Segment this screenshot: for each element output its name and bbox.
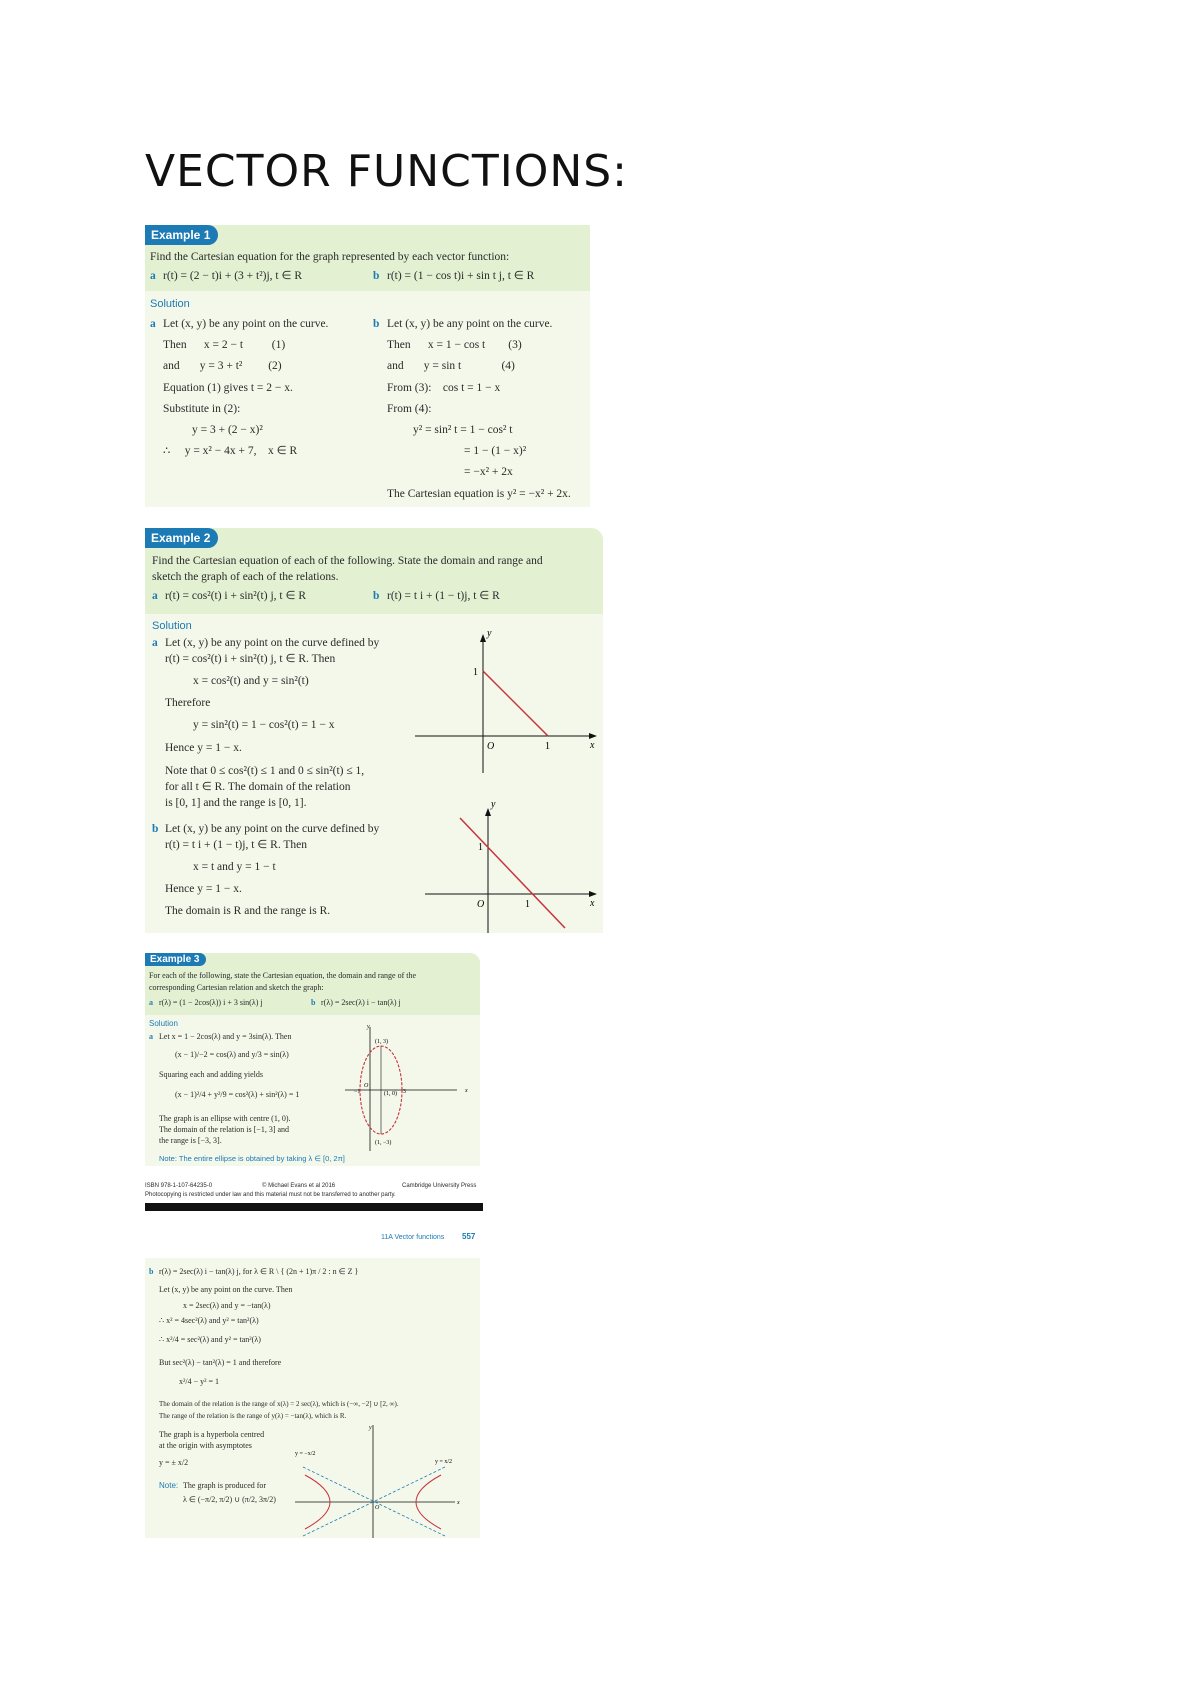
graph-a-y-label: y	[487, 628, 492, 639]
example-1-b-line-3: and y = sin t (4)	[387, 360, 515, 372]
example-3b-line-2: Let (x, y) be any point on the curve. Then	[159, 1285, 293, 1294]
example-3b-line-5: ∴ x²/4 = sec²(λ) and y² = tan²(λ)	[159, 1335, 261, 1344]
example-2-part-b-label: b	[373, 590, 380, 602]
graph-a-y-arrow	[480, 634, 486, 642]
graph-a-x-tick: 1	[545, 741, 550, 752]
example-1-sol-b-label: b	[373, 318, 380, 330]
example-2-a-line-4: Therefore	[165, 697, 211, 709]
example-1-a-line-5: Substitute in (2):	[163, 403, 241, 415]
example-1-b-line-4: From (3): cos t = 1 − x	[387, 382, 501, 394]
footer-copyright: © Michael Evans et al 2016	[262, 1183, 336, 1189]
example-1-b-line-1: Let (x, y) be any point on the curve.	[387, 318, 553, 330]
example-3-a-line-1: Let x = 1 − 2cos(λ) and y = 3sin(λ). Then	[159, 1032, 292, 1041]
footer-isbn: ISBN 978-1-107-64235-0	[145, 1183, 213, 1189]
example-2-b-line-4: Hence y = 1 − x.	[165, 883, 242, 895]
example-3-a-line-6: The domain of the relation is [−1, 3] and	[159, 1125, 290, 1134]
example-2-graph-b	[425, 798, 600, 933]
example-3-tag: Example 3	[145, 953, 206, 966]
example-2-a-line-9: is [0, 1] and the range is [0, 1].	[165, 797, 307, 809]
example-1-a-line-4: Equation (1) gives t = 2 − x.	[163, 382, 293, 394]
example-3-question-line-2: corresponding Cartesian relation and sketch the graph:	[149, 983, 324, 992]
example-3b-panel	[145, 1258, 480, 1538]
example-2-b-line-2: r(t) = t i + (1 − t)j, t ∈ R. Then	[165, 839, 308, 851]
example-1-solution-label: Solution	[150, 298, 190, 310]
hyperbola-asymptote-1	[303, 1467, 445, 1536]
example-3-part-a: r(λ) = (1 − 2cos(λ)) i + 3 sin(λ) j	[159, 998, 263, 1007]
example-1-a-line-2: Then x = 2 − t (1)	[163, 339, 286, 351]
example-2-part-a: r(t) = cos²(t) i + sin²(t) j, t ∈ R	[165, 590, 307, 602]
example-3b-line-3: x = 2sec(λ) and y = −tan(λ)	[183, 1301, 271, 1310]
example-2-a-line-2: r(t) = cos²(t) i + sin²(t) j, t ∈ R. Then	[165, 653, 336, 665]
example-3-a-line-4: (x − 1)²/4 + y²/9 = cos²(λ) + sin²(λ) = 1	[175, 1090, 300, 1099]
example-3-panel	[145, 953, 480, 1166]
hyperbola-graph	[295, 1423, 480, 1538]
example-3-sol-a-label: a	[149, 1032, 153, 1041]
graph-a-y-tick: 1	[473, 667, 478, 678]
example-1-part-a: r(t) = (2 − t)i + (3 + t²)j, t ∈ R	[163, 270, 303, 282]
hyperbola-x-label: x	[457, 1500, 460, 1506]
graph-b-y-label: y	[491, 799, 496, 810]
example-3b-line-4: ∴ x² = 4sec²(λ) and y² = tan²(λ)	[159, 1316, 259, 1325]
graph-b-x-label: x	[590, 898, 595, 909]
graph-a-line	[483, 671, 548, 736]
graph-b-y-tick: 1	[478, 842, 483, 853]
example-3b-line-10: The graph is a hyperbola centred	[159, 1430, 265, 1439]
ellipse-left-tick: −1	[354, 1089, 361, 1095]
ellipse-y-label: y	[367, 1024, 370, 1030]
example-3b-line-9: The range of the relation is the range of y(λ) = −tan(λ), which is R.	[159, 1412, 347, 1420]
example-2-panel	[145, 528, 603, 933]
example-2-b-line-3: x = t and y = 1 − t	[193, 861, 276, 873]
example-2-a-line-3: x = cos²(t) and y = sin²(t)	[193, 675, 309, 687]
example-1-part-b-label: b	[373, 270, 380, 282]
example-1-a-line-3: and y = 3 + t² (2)	[163, 360, 282, 372]
example-1-panel	[145, 225, 590, 507]
hyperbola-origin: O	[375, 1505, 380, 1511]
document-title: VECTOR FUNCTIONS:	[145, 146, 628, 197]
example-1-b-line-6: y² = sin² t = 1 − cos² t	[413, 424, 513, 436]
example-1-b-line-7: = 1 − (1 − x)²	[464, 445, 527, 457]
ellipse-centre: (1, 0)	[384, 1091, 397, 1097]
example-2-graph-a	[415, 628, 600, 778]
example-3b-line-7: x²/4 − y² = 1	[179, 1377, 220, 1386]
ellipse-top-point: (1, 3)	[375, 1039, 388, 1045]
graph-b-x-arrow	[589, 891, 597, 897]
example-3b-note: The graph is produced for	[183, 1481, 267, 1490]
example-1-b-line-9: The Cartesian equation is y² = −x² + 2x.	[387, 488, 571, 500]
example-2-question-line-1: Find the Cartesian equation of each of the following. State the domain and range and	[152, 555, 543, 567]
example-1-a-line-1: Let (x, y) be any point on the curve.	[163, 318, 329, 330]
example-2-part-a-label: a	[152, 590, 158, 602]
example-3-a-line-7: the range is [−3, 3].	[159, 1136, 222, 1145]
hyperbola-y-label: y	[369, 1425, 372, 1431]
example-1-b-line-5: From (4):	[387, 403, 432, 415]
example-1-a-line-7: ∴ y = x² − 4x + 7, x ∈ R	[163, 445, 298, 457]
example-1-sol-a-label: a	[150, 318, 156, 330]
ellipse-origin: O	[364, 1083, 369, 1089]
example-1-b-line-8: = −x² + 2x	[464, 466, 513, 478]
ellipse-right-tick: 3	[403, 1089, 406, 1095]
example-3-ellipse-graph	[345, 1023, 475, 1153]
example-2-solution-label: Solution	[152, 620, 192, 632]
next-page-section: 11A Vector functions	[381, 1234, 445, 1241]
graph-b-origin: O	[477, 899, 485, 910]
example-3b-note-2: λ ∈ (−π/2, π/2) ∪ (π/2, 3π/2)	[183, 1495, 276, 1504]
page-divider-bar	[145, 1203, 483, 1211]
hyperbola-asymptote-2	[303, 1467, 445, 1536]
example-1-tag: Example 1	[145, 225, 218, 245]
example-3-part-a-label: a	[149, 998, 153, 1007]
hyperbola-left-asym-label: y = −x/2	[295, 1451, 316, 1457]
example-3-part-b-label: b	[311, 998, 316, 1007]
graph-b-line	[460, 818, 565, 928]
example-1-b-line-2: Then x = 1 − cos t (3)	[387, 339, 522, 351]
example-3b-line-6: But sec²(λ) − tan²(λ) = 1 and therefore	[159, 1358, 282, 1367]
example-2-question-line-2: sketch the graph of each of the relations.	[152, 571, 339, 583]
example-2-a-line-8: for all t ∈ R. The domain of the relation	[165, 781, 351, 793]
example-1-part-b: r(t) = (1 − cos t)i + sin t j, t ∈ R	[387, 270, 535, 282]
example-3-part-b: r(λ) = 2sec(λ) i − tan(λ) j	[321, 998, 401, 1007]
example-3b-line-11: at the origin with asymptotes	[159, 1441, 252, 1450]
example-3-note: Note: The entire ellipse is obtained by taking λ ∈ [0, 2π]	[159, 1154, 345, 1163]
example-2-b-line-5: The domain is R and the range is R.	[165, 905, 331, 917]
graph-a-origin: O	[487, 741, 495, 752]
example-1-question: Find the Cartesian equation for the graph represented by each vector function:	[150, 251, 510, 263]
example-2-sol-b-label: b	[152, 823, 159, 835]
example-2-b-line-1: Let (x, y) be any point on the curve defined by	[165, 823, 380, 835]
example-1-a-line-6: y = 3 + (2 − x)²	[192, 424, 263, 436]
footer-restriction: Photocopying is restricted under law and this material must not be transferred to another party.	[145, 1192, 396, 1198]
example-2-a-line-1: Let (x, y) be any point on the curve defined by	[165, 637, 380, 649]
example-2-a-line-5: y = sin²(t) = 1 − cos²(t) = 1 − x	[193, 719, 335, 731]
example-2-sol-a-label: a	[152, 637, 158, 649]
example-3b-part-label: b	[149, 1267, 154, 1276]
example-2-a-line-7: Note that 0 ≤ cos²(t) ≤ 1 and 0 ≤ sin²(t) ≤ 1,	[165, 765, 365, 777]
ellipse-x-label: x	[465, 1088, 468, 1094]
example-3-solution-label: Solution	[149, 1019, 178, 1028]
example-2-a-line-6: Hence y = 1 − x.	[165, 742, 242, 754]
next-page-number: 557	[462, 1232, 476, 1241]
graph-b-x-tick: 1	[525, 899, 530, 910]
example-3b-line-1: r(λ) = 2sec(λ) i − tan(λ) j, for λ ∈ R \ { (2n + 1)π / 2 : n ∈ Z }	[159, 1267, 359, 1276]
example-3-a-line-2: (x − 1)/−2 = cos(λ) and y/3 = sin(λ)	[175, 1050, 289, 1059]
example-1-part-a-label: a	[150, 270, 156, 282]
example-3b-note-label: Note:	[159, 1481, 179, 1490]
hyperbola-right-asym-label: y = x/2	[435, 1459, 453, 1465]
example-3b-line-12: y = ± x/2	[159, 1458, 189, 1467]
example-3-question-line-1: For each of the following, state the Cartesian equation, the domain and range of the	[149, 971, 417, 980]
example-3b-line-8: The domain of the relation is the range of x(λ) = 2 sec(λ), which is (−∞, −2] ∪ [2, ∞).	[159, 1400, 399, 1408]
example-3-a-line-5: The graph is an ellipse with centre (1, 0).	[159, 1114, 291, 1123]
example-2-part-b: r(t) = t i + (1 − t)j, t ∈ R	[387, 590, 500, 602]
footer-publisher: Cambridge University Press	[402, 1183, 477, 1189]
graph-a-x-label: x	[590, 740, 595, 751]
graph-a-x-arrow	[589, 733, 597, 739]
example-2-tag: Example 2	[145, 528, 218, 548]
example-3-a-line-3: Squaring each and adding yields	[159, 1070, 263, 1079]
ellipse-bottom-point: (1, −3)	[375, 1140, 392, 1146]
